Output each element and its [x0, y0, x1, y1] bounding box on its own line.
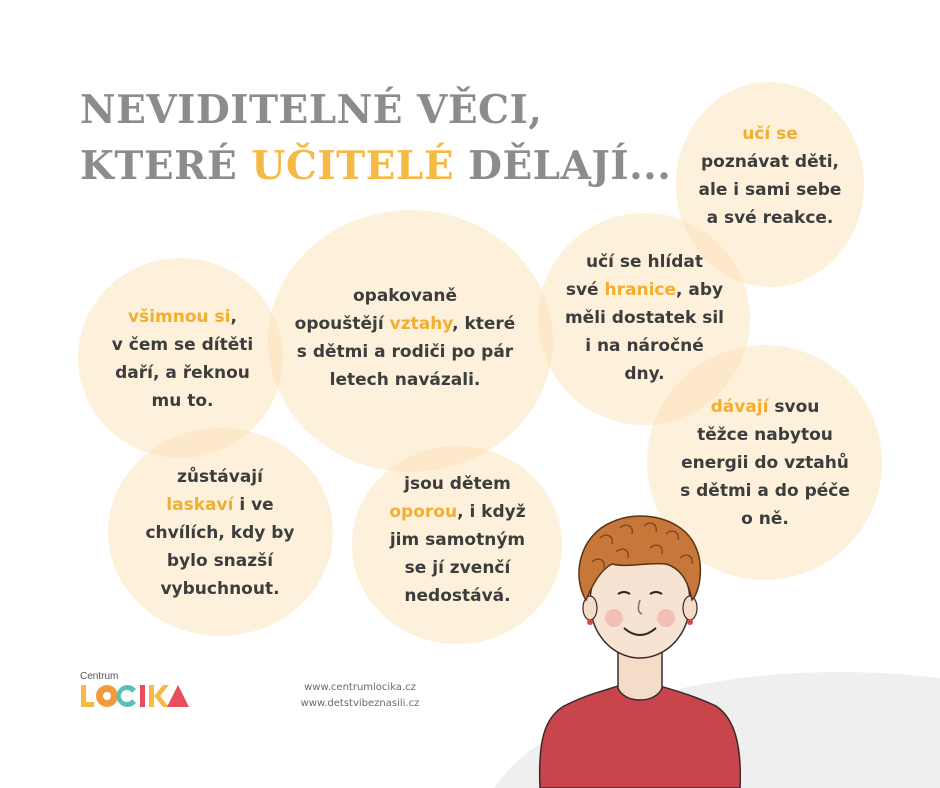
- highlight-word: dávají: [710, 397, 769, 417]
- text-line: i na náročné: [585, 336, 704, 356]
- text-line: a své reakce.: [706, 208, 834, 228]
- text-line: učí se hlídat: [585, 252, 704, 272]
- text-line: chvílích, kdy by: [145, 523, 295, 543]
- text-line: dny.: [624, 364, 665, 384]
- text-line: jim samotným: [389, 530, 526, 550]
- highlight-word: vztahy: [389, 314, 453, 334]
- title-line-2-end: DĚLAJÍ...: [454, 143, 672, 189]
- page-title: [80, 82, 671, 194]
- bubble-relationships-text: [280, 282, 530, 394]
- text-line: daří, a řeknou: [115, 363, 250, 383]
- text-line: v čem se dítěti: [111, 335, 254, 355]
- highlight-word: učí se: [742, 124, 798, 144]
- text-line: poznávat děti,: [700, 152, 840, 172]
- text-line: letech navázali.: [329, 370, 481, 390]
- text-fragment: ,: [230, 307, 237, 327]
- text-line: o ně.: [741, 509, 789, 529]
- bubble-learning-text: [685, 120, 855, 232]
- highlight-word: hranice: [604, 280, 677, 300]
- title-highlight: UČITELÉ: [251, 143, 455, 189]
- text-line: těžce nabytou: [697, 425, 833, 445]
- bubble-boundaries-text: [552, 248, 737, 388]
- title-line-2-start: KTERÉ: [80, 143, 252, 189]
- text-fragment: , i když: [457, 502, 526, 522]
- url-detstvibeznasili[interactable]: www.detstvibeznasili.cz: [300, 698, 420, 709]
- highlight-word: oporou: [389, 502, 458, 522]
- text-line: se jí zvenčí: [404, 558, 511, 578]
- text-line: s dětmi a do péče: [680, 481, 850, 501]
- text-fragment: opouštějí: [294, 314, 390, 334]
- text-fragment: své: [565, 280, 605, 300]
- text-fragment: i ve: [233, 495, 274, 515]
- text-fragment: svou: [768, 397, 820, 417]
- bubble-notice-text: [85, 303, 280, 415]
- text-line: opakovaně: [352, 286, 458, 306]
- text-fragment: , aby: [676, 280, 724, 300]
- locika-logo: [80, 684, 190, 708]
- text-line: nedostává.: [404, 586, 511, 606]
- text-line: zůstávají: [177, 467, 263, 487]
- bubble-kind-text: [120, 463, 320, 603]
- text-line: vybuchnout.: [160, 579, 280, 599]
- highlight-word: laskaví: [166, 495, 234, 515]
- text-fragment: , které: [452, 314, 516, 334]
- text-line: energii do vztahů: [681, 453, 849, 473]
- text-line: ale i sami sebe: [698, 180, 842, 200]
- logo-small-text: Centrum: [80, 671, 119, 682]
- text-line: měli dostatek sil: [564, 308, 725, 328]
- teacher-illustration: [520, 482, 760, 788]
- text-line: s dětmi a rodiči po pár: [296, 342, 514, 362]
- text-line: bylo snazší: [166, 551, 274, 571]
- url-centrumlocika[interactable]: www.centrumlocika.cz: [304, 682, 416, 693]
- highlight-word: všimnou si: [128, 307, 231, 327]
- website-links: [285, 680, 435, 712]
- text-line: jsou dětem: [404, 474, 511, 494]
- text-line: mu to.: [151, 391, 214, 411]
- title-line-1: NEVIDITELNÉ VĚCI,: [80, 87, 543, 133]
